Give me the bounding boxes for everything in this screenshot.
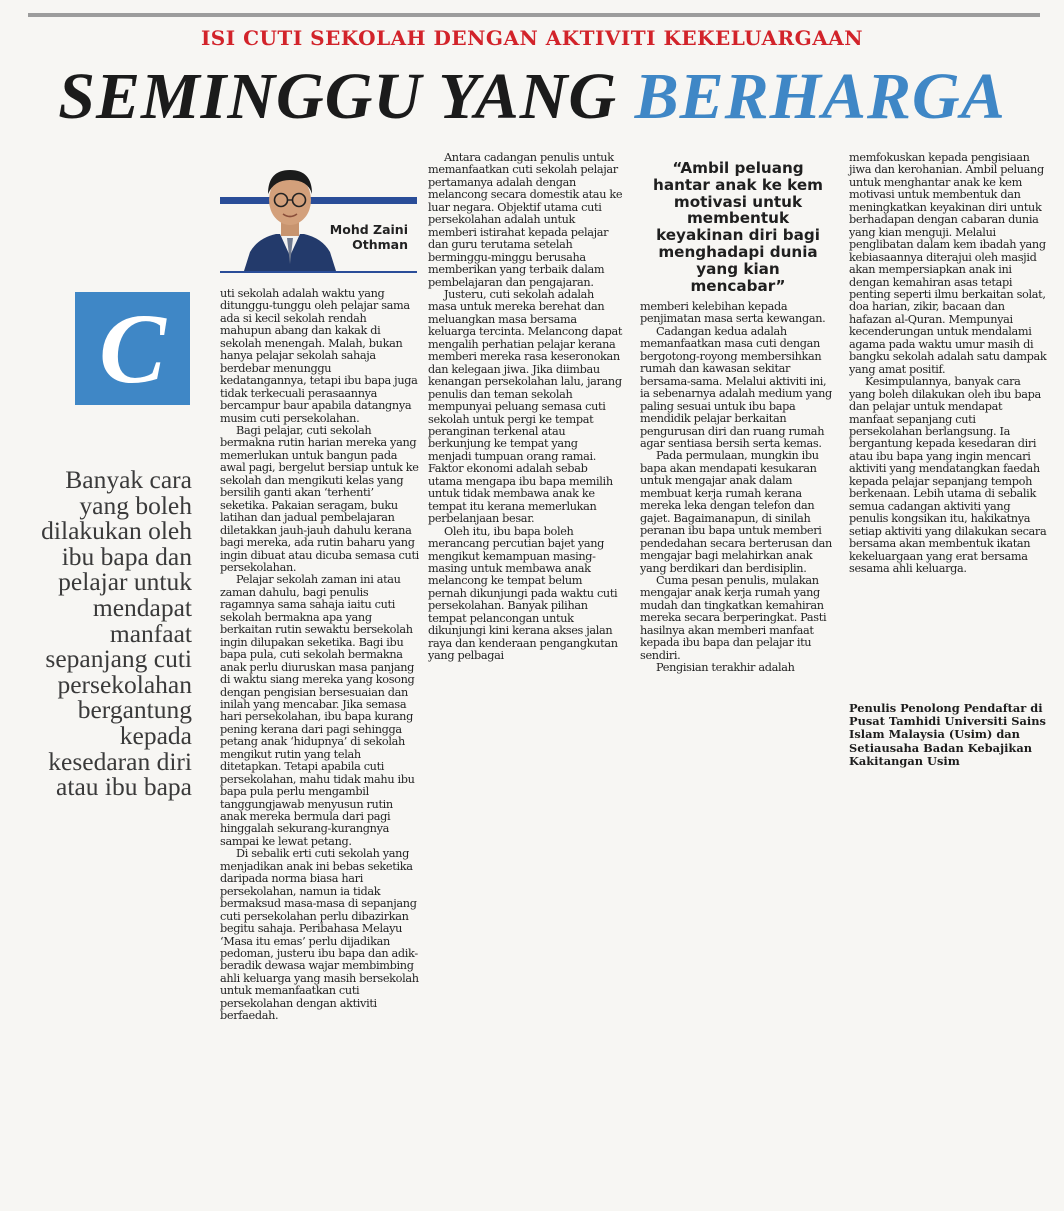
kicker: ISI CUTI SEKOLAH DENGAN AKTIVITI KEKELUARGAAN: [200, 26, 864, 50]
column-1: [220, 288, 420, 1023]
column-4: [849, 152, 1047, 575]
column-3: [640, 301, 837, 675]
paragraph: memfokuskan kepada pengisiaan jiwa dan kerohanian. Ambil peluang untuk menghantar anak ke kem motivasi untuk membentuk dan meningkatkan keyakinan diri untuk berhadapan dengan cabaran dunia yang kian menguji. Melalui penglibatan dalam kem ibadah yang kebiasaannya diterajui oleh masjid akan mempersiapkan anak ini dengan kemahiran asas tetapi penting seperti ilmu berkaitan solat, doa harian, zikir, bacaan dan hafazan al-Quran. Mempunyai kecenderungan untuk mendalami agama pada waktu umur masih di bangku sekolah adalah satu dampak yang amat positif.: [849, 151, 1047, 376]
top-rule: [28, 13, 1040, 17]
paragraph: Di sebalik erti cuti sekolah yang menjadikan anak ini bebas seketika daripada norma biasa hari persekolahan, namun ia tidak bermaksud masa-masa di sepanjang cuti persekolahan perlu dibazirkan begitu sahaja. Peribahasa Melayu ‘Masa itu emas’ perlu dijadikan pedoman, justeru ibu bapa dan adik-beradik dewasa wajar membimbing ahli keluarga yang masih bersekolah untuk memanfaatkan cuti persekolahan dengan aktiviti berfaedah.: [220, 847, 419, 1023]
author-card-bottom-bar: [220, 271, 417, 273]
paragraph: Pelajar sekolah zaman ini atau zaman dahulu, bagi penulis ragamnya sama sahaja iaitu cuti sekolah bermakna apa yang berkaitan rutin sewaktu bersekolah ingin dilupakan seketika. Bagi ibu bapa pula, cuti sekolah bermakna anak perlu diuruskan masa panjang di waktu siang mereka yang kosong dengan pengisian bersesuaian dan inilah yang mencabar. Jika semasa hari persekolahan, ibu bapa kurang pening kerana dari pagi sehingga petang anak ‘hidupnya’ di sekolah mengikut rutin yang telah ditetapkan. Tetapi apabila cuti persekolahan, mahu tidak mahu ibu bapa pula perlu mengambil tanggungjawab menyusun rutin anak mereka bermula dari pagi hinggalah sekurang-kurangnya sampai ke lewat petang.: [220, 573, 415, 848]
author-portrait: [236, 160, 344, 271]
paragraph: Kesimpulannya, banyak cara yang boleh dilakukan oleh ibu bapa dan pelajar untuk mendapat manfaat sepanjang cuti persekolahan berlangsung. Ia bergantung kepada kesedaran diri atau ibu bapa yang ingin mencari aktiviti yang mendatangkan faedah kepada pelajar sepanjang tempoh berkenaan. Lebih utama di sebalik semua cadangan aktiviti yang penulis kongsikan itu, hakikatnya setiap aktiviti yang dilakukan secara bersama akan membentuk ikatan kekeluargaan yang erat bersama sesama ahli keluarga.: [849, 375, 1047, 575]
pull-quote-left: Banyak cara yang boleh dilakukan oleh ibu bapa dan pelajar untuk mendapat manfaat sepanjang cuti persekolahan bergantung kepada kesedaran diri atau ibu bapa: [41, 465, 192, 802]
drop-cap: C: [75, 292, 190, 405]
author-card: [220, 160, 417, 273]
pull-quote-box: “Ambil peluang hantar anak ke kem motivasi untuk membentuk keyakinan diri bagi menghadapi dunia yang kian mencabar”: [653, 159, 823, 295]
paragraph: Bagi pelajar, cuti sekolah bermakna rutin harian mereka yang memerlukan untuk bangun pada awal pagi, bergelut bersiap untuk ke sekolah dan mengikuti kelas yang bersilih ganti akan ‘terhenti’ seketika. Pakaian seragam, buku latihan dan jadual pembelajaran diletakkan jauh-jauh dahulu kerana bagi mereka, ada rutin baharu yang ingin dibuat atau dicuba semasa cuti persekolahan.: [220, 423, 419, 574]
column-2: [428, 152, 623, 663]
headline-part-1: SEMINGGU YANG: [58, 60, 635, 133]
paragraph: Antara cadangan penulis untuk memanfaatkan cuti sekolah pelajar pertamanya adalah dengan melancong secara domestik atau ke luar negara. Objektif utama cuti persekolahan adalah untuk memberi istirahat kepada pelajar dan guru terutama setelah berminggu-minggu berusaha memberikan yang terbaik dalam pembelajaran dan pengajaran.: [428, 151, 623, 289]
paragraph: memberi kelebihan kepada penjimatan masa serta kewangan.: [640, 300, 826, 326]
author-byline: Penulis Penolong Pendaftar di Pusat Tamhidi Universiti Sains Islam Malaysia (Usim) dan Setiausaha Badan Kebajikan Kakitangan Usim: [849, 701, 1046, 768]
headline-part-2: BERHARGA: [634, 60, 1006, 133]
author-name: [328, 222, 408, 252]
paragraph: Oleh itu, ibu bapa boleh merancang percutian bajet yang mengikut kemampuan masing-masing untuk membawa anak melancong ke tempat belum pernah dikunjungi pada waktu cuti persekolahan. Banyak pilihan tempat pelancongan untuk dikunjungi kini kerana akses jalan raya dan kenderaan pengangkutan yang pelbagai: [428, 524, 618, 663]
paragraph: Cuma pesan penulis, mulakan mengajar anak kerja rumah yang mudah dan tingkatkan kemahiran mereka secara berperingkat. Pasti hasilnya akan memberi manfaat kepada ibu bapa dan pelajar itu sendiri.: [640, 573, 827, 662]
paragraph: Justeru, cuti sekolah adalah masa untuk mereka berehat dan meluangkan masa bersama keluarga tercinta. Melancong dapat mengalih perhatian pelajar kerana memberi mereka rasa keseronokan dan kelegaan jiwa. Jika diimbau kenangan persekolahan lalu, jarang penulis dan teman sekolah mempunyai peluang semasa cuti sekolah untuk pergi ke tempat peranginan terkenal atau berkunjung ke tempat yang menjadi tumpuan orang ramai. Faktor ekonomi adalah sebab utama mengapa ibu bapa memilih untuk tidak membawa anak ke tempat itu kerana memerlukan perbelanjaan besar.: [428, 287, 623, 526]
headline: [0, 62, 1064, 132]
author-name-line-1: Mohd Zaini: [329, 222, 408, 237]
author-name-line-2: Othman: [352, 237, 408, 252]
paragraph: Pada permulaan, mungkin ibu bapa akan mendapati kesukaran untuk mengajar anak dalam membuat kerja rumah kerana mereka leka dengan telefon dan gajet. Bagaimanapun, di sinilah peranan ibu bapa untuk memberi pendedahan secara berterusan dan mengajar bagi melahirkan anak yang berdikari dan berdisiplin.: [640, 449, 832, 575]
paragraph: Cadangan kedua adalah memanfaatkan masa cuti dengan bergotong-royong membersihkan rumah dan kawasan sekitar bersama-sama. Melalui aktiviti ini, ia sebenarnya adalah medium yang paling sesuai untuk ibu bapa mendidik pelajar berkaitan pengurusan diri dan ruang rumah agar sentiasa bersih serta kemas.: [640, 324, 832, 450]
paragraph: uti sekolah adalah waktu yang ditunggu-tunggu oleh pelajar sama ada si kecil sekolah rendah mahupun abang dan kakak di sekolah menengah. Malah, bukan hanya pelajar sekolah sahaja berdebar menunggu kedatangannya, tetapi ibu bapa juga tidak terkecuali perasaannya bercampur baur apabila datangnya musim cuti persekolahan.: [220, 287, 418, 425]
paragraph: Pengisian terakhir adalah: [656, 661, 795, 675]
